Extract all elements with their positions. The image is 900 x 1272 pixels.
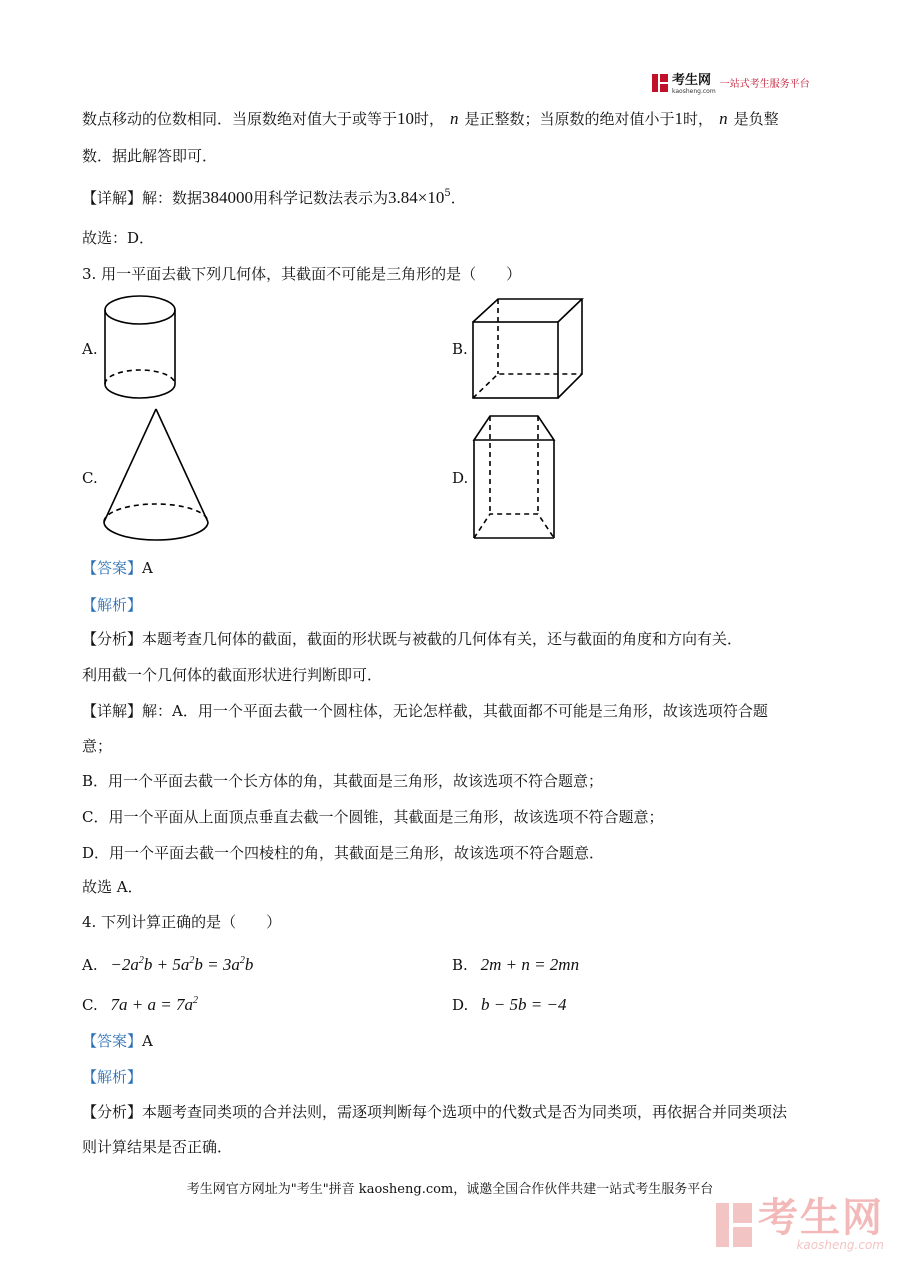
prev-choice: 故选：D． [82,229,155,247]
page-footer: 考生网官方网址为"考生"拼音 kaosheng.com，诚邀全国合作伙伴共建一站式考生服务平台 [186,1182,714,1197]
cone-base-back [104,504,208,522]
logo-slogan: 一站式考生服务平台 [719,79,810,90]
q3-label-d: D. [452,469,469,487]
watermark-logo-icon [716,1203,752,1247]
watermark-site: kaosheng.com [796,1238,884,1252]
prism-hidden-bottom [474,514,554,538]
q4-answer: 【答案】A [82,1032,153,1050]
q3-detail-c: C．用一个平面从上面顶点垂直去截一个圆锥，其截面是三角形，故该选项不符合题意； [82,808,664,826]
logo-brand: 考生网 [672,73,712,88]
cuboid-hidden-edges [473,374,582,398]
q3-label-c: C. [82,469,98,487]
watermark [716,1195,884,1252]
q4-option-b: B. 2m + n = 2mn [452,955,580,974]
q3-label-b: B. [452,340,468,358]
q4-option-c: C. $7a + a = 7a^2$ [82,995,198,1014]
q4-fenxi: 【分析】本题考查同类项的合并法则，需逐项判断每个选项中的代数式是否为同类项，再依据合并同类项法 [82,1103,788,1121]
q3-detail-b: B．用一个平面去截一个长方体的角，其截面是三角形，故该选项不符合题意； [82,772,604,790]
q3-choice: 故选 A． [82,878,143,896]
q3-fenxi-2: 利用截一个几何体的截面形状进行判断即可． [82,666,383,684]
q4-stem: 4. 下列计算正确的是（ ） [82,913,282,931]
cone-base-front [104,522,208,540]
prev-detail: 【详解】解：数据384000用科学记数法表示为$3.84\times 10^5$． [82,188,466,207]
q3-detail-d: D．用一个平面去截一个四棱柱的角，其截面是三角形，故该选项不符合题意． [82,844,605,862]
q3-detail-a-2: 意； [82,737,113,755]
cylinder-bottom-back [105,370,175,384]
q4-option-d: D. b − 5b = −4 [452,995,567,1014]
cylinder-top-ellipse [105,296,175,324]
q4-option-d-expr: b − 5b = −4 [481,995,567,1014]
q3-stem: 3. 用一平面去截下列几何体，其截面不可能是三角形的是（ ） [82,265,522,283]
q4-option-a: A. $-2a^2b + 5a^2b = 3a^2b$ [82,955,254,974]
prism-top-face [474,416,554,440]
q4-analysis-tag: 【解析】 [82,1068,143,1086]
q4-option-c-expr: $7a + a = 7a^2$ [110,995,198,1014]
q3-fenxi: 【分析】本题考查几何体的截面，截面的形状既与被截的几何体有关，还与截面的角度和方向有关． [82,630,743,648]
cone-left-edge [104,409,156,522]
cuboid-right-face [558,299,582,398]
kaosheng-logo-icon [652,74,668,92]
cone-figure [100,406,212,546]
q3-label-a: A. [82,340,98,358]
q4-fenxi-2: 则计算结果是否正确． [82,1138,233,1156]
q3-detail-a: 【详解】解：A．用一个平面去截一个圆柱体，无论怎样截，其截面都不可能是三角形，故该选项符合题 [82,702,768,720]
cuboid-top-face [473,299,582,322]
q4-option-b-expr: 2m + n = 2mn [480,955,580,974]
cylinder-bottom-front [105,384,175,398]
watermark-text: 考生网 [758,1195,884,1241]
watermark-text-block [758,1195,884,1252]
logo-site: kaosheng.com [672,88,716,95]
q3-answer: 【答案】A [82,559,153,577]
q3-analysis-tag: 【解析】 [82,596,143,614]
prism-figure [470,412,560,542]
cuboid-figure [470,296,590,402]
cone-right-edge [156,409,208,522]
cuboid-front-face [473,322,558,398]
prev-line-1: 数点移动的位数相同．当原数绝对值大于或等于10时， n 是正整数；当原数的绝对值小于1时， n 是负整 [82,109,779,128]
q4-option-a-expr: $-2a^2b + 5a^2b = 3a^2b$ [110,955,254,974]
logo-text [672,70,716,95]
cylinder-figure [100,292,180,407]
header-logo [652,70,810,95]
prev-line-2: 数．据此解答即可． [82,147,218,165]
